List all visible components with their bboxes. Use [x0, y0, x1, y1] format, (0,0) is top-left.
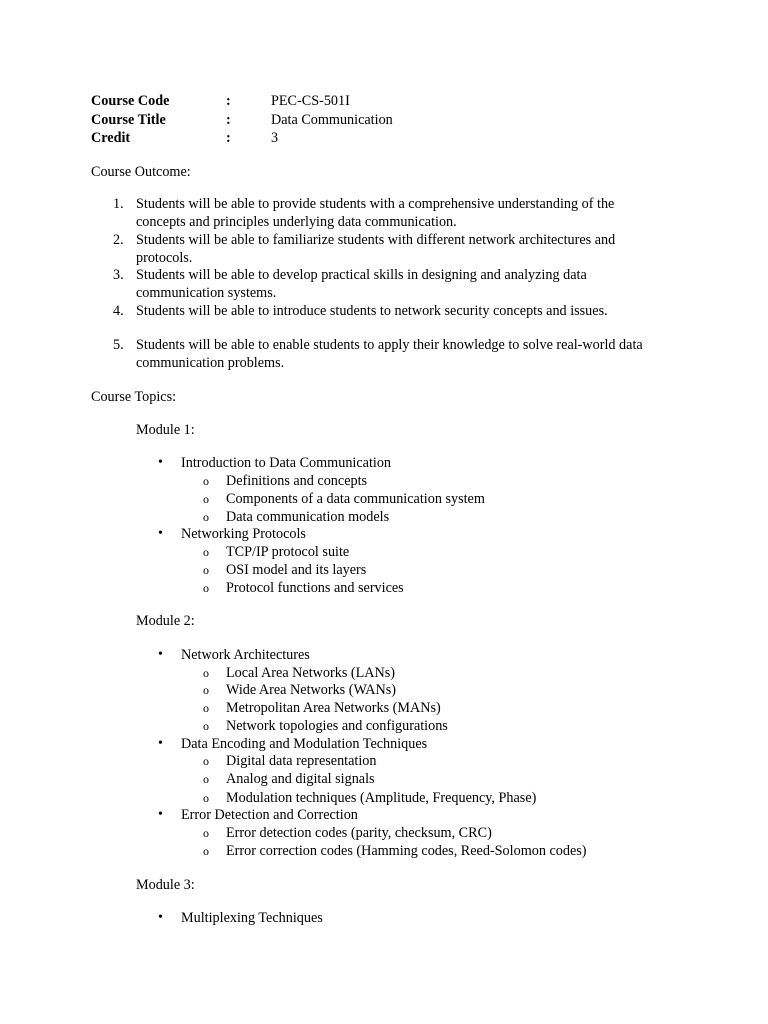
- circle-bullet-icon: o: [203, 474, 209, 488]
- outcome-text: Students will be able to introduce students to network security concepts and issues.: [136, 303, 608, 319]
- credit-row: [91, 129, 691, 147]
- outcome-number: 1.: [113, 196, 124, 212]
- subtopic-item: [203, 561, 723, 579]
- module-title: Module 1:: [136, 422, 195, 438]
- course-code-row: [91, 92, 691, 110]
- subtopic-item: [203, 681, 723, 699]
- bullet-icon: •: [158, 526, 163, 541]
- circle-bullet-icon: o: [203, 683, 209, 697]
- subtopic-item: [203, 752, 723, 770]
- course-code-value: PEC-CS-501I: [271, 93, 350, 109]
- course-title-value: Data Communication: [271, 112, 393, 128]
- subtopic-item: [203, 699, 723, 717]
- subtopic-item: [203, 579, 723, 597]
- circle-bullet-icon: o: [203, 545, 209, 559]
- outcome-text: Students will be able to familiarize students with different network architectures and protocols.: [136, 232, 616, 266]
- subtopic-label: Metropolitan Area Networks (MANs): [226, 700, 441, 716]
- credit-label: Credit: [91, 130, 131, 146]
- circle-bullet-icon: o: [203, 510, 209, 524]
- circle-bullet-icon: o: [203, 581, 209, 595]
- module-title: Module 3:: [136, 877, 195, 893]
- subtopic-item: [203, 717, 723, 735]
- subtopic-label: Local Area Networks (LANs): [226, 665, 396, 681]
- module-title: Module 2:: [136, 613, 195, 629]
- subtopic-label: Error correction codes (Hamming codes, Reed-Solomon codes): [226, 843, 587, 859]
- course-title-row: [91, 111, 691, 129]
- topic-item: [158, 806, 718, 824]
- subtopic-label: Protocol functions and services: [226, 580, 404, 596]
- topic-item: [158, 646, 718, 664]
- bullet-icon: •: [158, 736, 163, 751]
- subtopic-item: [203, 842, 723, 860]
- subtopic-label: Analog and digital signals: [226, 771, 375, 787]
- topic-item: [158, 525, 718, 543]
- subtopic-item: [203, 543, 723, 561]
- circle-bullet-icon: o: [203, 844, 209, 858]
- course-title-separator: :: [226, 112, 231, 128]
- circle-bullet-icon: o: [203, 666, 209, 680]
- outcome-number: 5.: [113, 337, 124, 353]
- subtopic-label: Components of a data communication system: [226, 491, 485, 507]
- subtopic-item: [203, 664, 723, 682]
- credit-value: 3: [271, 130, 279, 146]
- bullet-icon: •: [158, 455, 163, 470]
- topic-label: Networking Protocols: [181, 526, 306, 542]
- credit-separator: :: [226, 130, 231, 146]
- circle-bullet-icon: o: [203, 791, 209, 805]
- circle-bullet-icon: o: [203, 701, 209, 715]
- subtopic-item: [203, 770, 723, 788]
- subtopic-label: Wide Area Networks (WANs): [226, 682, 397, 698]
- topic-label: Data Encoding and Modulation Techniques: [181, 736, 428, 752]
- topic-item: [158, 454, 718, 472]
- circle-bullet-icon: o: [203, 826, 209, 840]
- subtopic-label: OSI model and its layers: [226, 562, 367, 578]
- subtopic-item: [203, 789, 723, 807]
- circle-bullet-icon: o: [203, 492, 209, 506]
- subtopic-item: [203, 824, 723, 842]
- course-title-label: Course Title: [91, 112, 166, 128]
- topic-item: [158, 909, 718, 927]
- subtopic-label: TCP/IP protocol suite: [226, 544, 350, 560]
- course-code-separator: :: [226, 93, 231, 109]
- course-topics-heading: Course Topics:: [91, 389, 177, 405]
- outcome-text: Students will be able to enable students to apply their knowledge to solve real-world data communication problems.: [136, 337, 643, 371]
- subtopic-label: Network topologies and configurations: [226, 718, 448, 734]
- outcome-number: 3.: [113, 267, 124, 283]
- subtopic-label: Digital data representation: [226, 753, 377, 769]
- topic-label: Network Architectures: [181, 647, 310, 663]
- subtopic-label: Definitions and concepts: [226, 473, 368, 489]
- subtopic-item: [203, 490, 723, 508]
- subtopic-item: [203, 508, 723, 526]
- course-code-label: Course Code: [91, 93, 170, 109]
- topic-label: Error Detection and Correction: [181, 807, 358, 823]
- circle-bullet-icon: o: [203, 772, 209, 786]
- outcome-number: 4.: [113, 303, 124, 319]
- outcome-number: 2.: [113, 232, 124, 248]
- topic-label: Multiplexing Techniques: [181, 910, 323, 926]
- circle-bullet-icon: o: [203, 719, 209, 733]
- subtopic-label: Data communication models: [226, 509, 390, 525]
- subtopic-label: Modulation techniques (Amplitude, Frequency, Phase): [226, 790, 537, 806]
- circle-bullet-icon: o: [203, 563, 209, 577]
- subtopic-label: Error detection codes (parity, checksum, CRC): [226, 825, 492, 841]
- outcome-text: Students will be able to provide students with a comprehensive understanding of the concepts and principles underlying data communication.: [136, 196, 615, 230]
- bullet-icon: •: [158, 910, 163, 925]
- outcome-text: Students will be able to develop practical skills in designing and analyzing data communication systems.: [136, 267, 587, 301]
- bullet-icon: •: [158, 647, 163, 662]
- bullet-icon: •: [158, 807, 163, 822]
- topic-label: Introduction to Data Communication: [181, 455, 392, 471]
- circle-bullet-icon: o: [203, 754, 209, 768]
- course-outcome-heading: Course Outcome:: [91, 164, 191, 180]
- topic-item: [158, 735, 718, 753]
- subtopic-item: [203, 472, 723, 490]
